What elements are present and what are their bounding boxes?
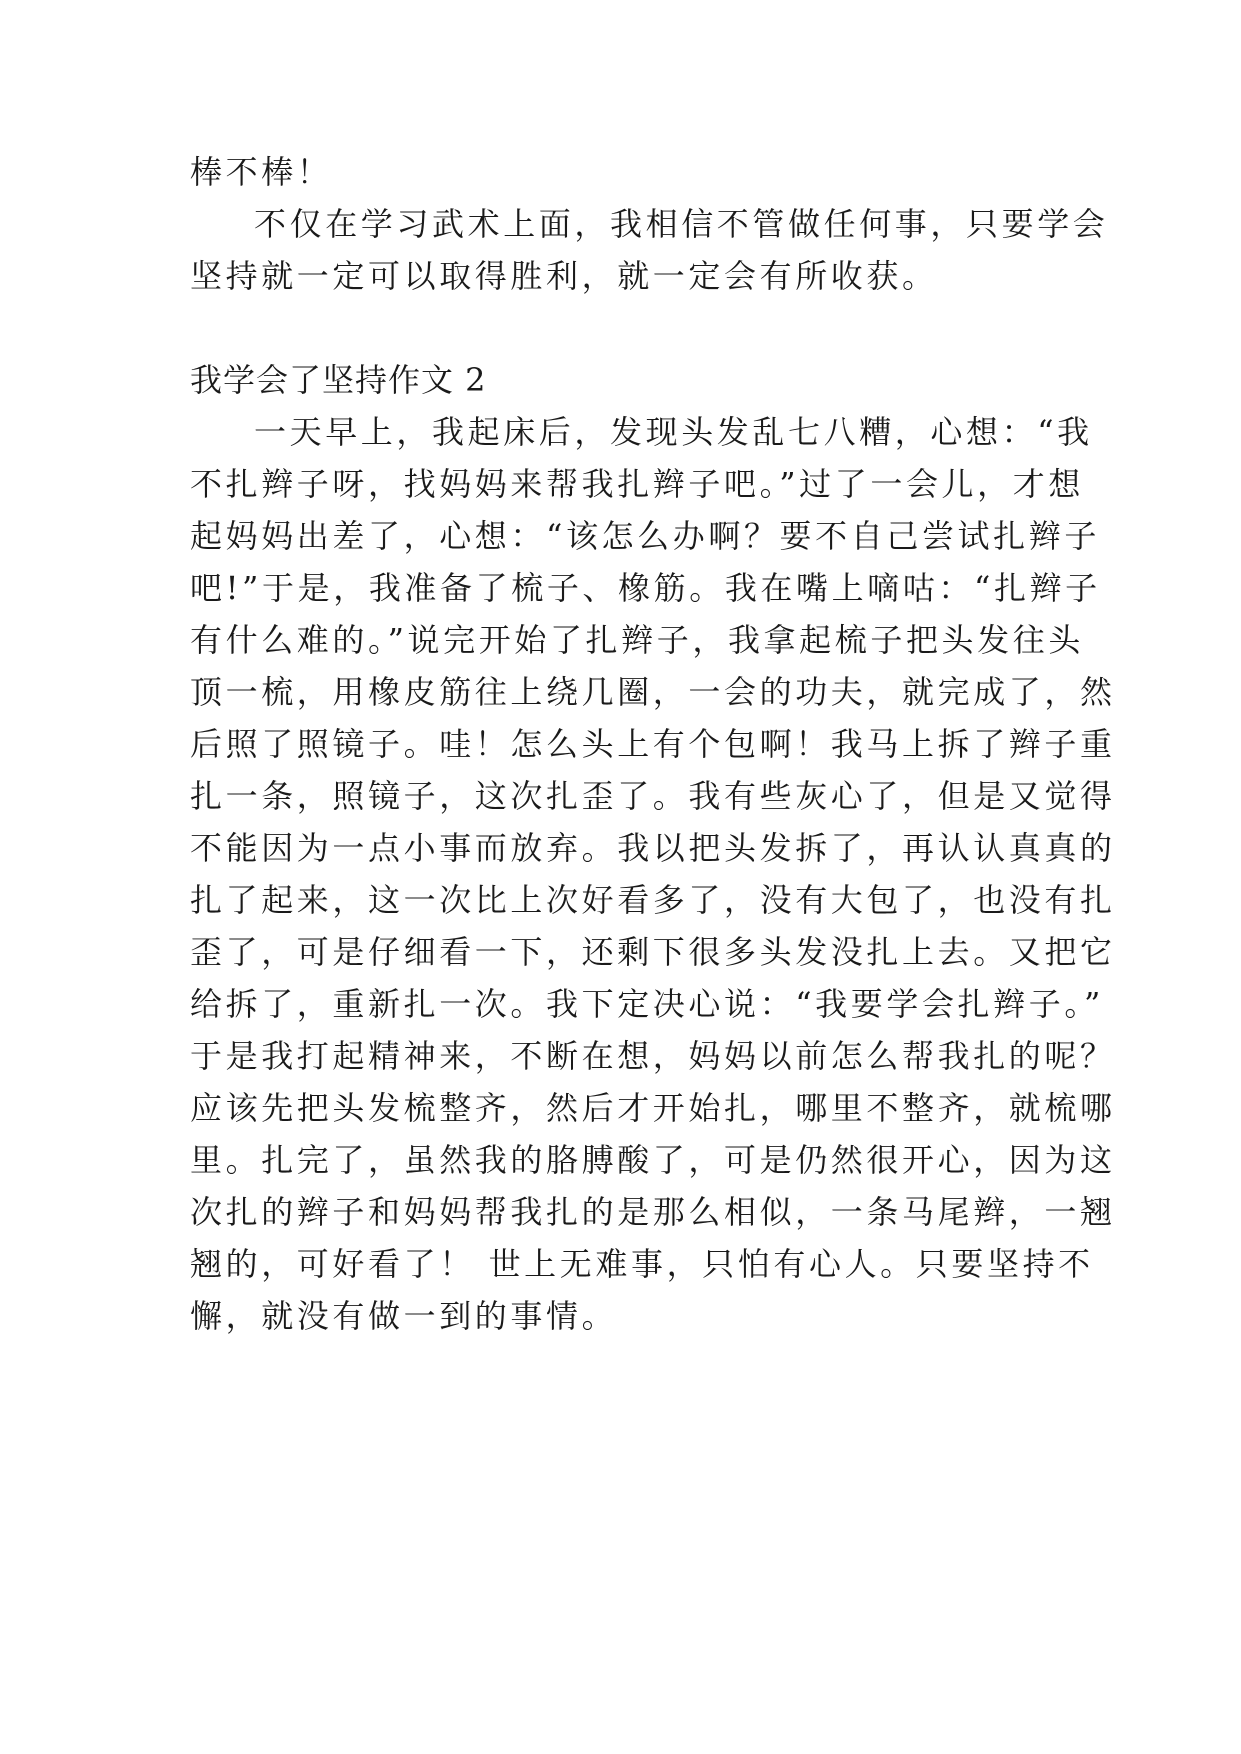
paragraph-line: 棒不棒！: [190, 153, 333, 191]
paragraph-line: 一天早上，我起床后，发现头发乱七八糟，心想：“我: [254, 413, 1093, 451]
paragraph-line: 不能因为一点小事而放弃。我以把头发拆了，再认认真真的: [190, 829, 1116, 867]
paragraph-line: 里。扎完了，虽然我的胳膊酸了，可是仍然很开心，因为这: [190, 1141, 1116, 1179]
paragraph-line: 扎了起来，这一次比上次好看多了，没有大包了，也没有扎: [190, 881, 1116, 919]
paragraph-line: 不扎辫子呀，找妈妈来帮我扎辫子吧。”过了一会儿，才想: [190, 465, 1084, 503]
paragraph-line: 翘的，可好看了！ 世上无难事，只怕有心人。只要坚持不: [190, 1245, 1094, 1283]
paragraph-line: 后照了照镜子。哇！怎么头上有个包啊！我马上拆了辫子重: [190, 725, 1116, 763]
paragraph-line: 有什么难的。”说完开始了扎辫子，我拿起梳子把头发往头: [190, 621, 1084, 659]
paragraph-line: 歪了，可是仔细看一下，还剩下很多头发没扎上去。又把它: [190, 933, 1116, 971]
paragraph-line: 给拆了，重新扎一次。我下定决心说：“我要学会扎辫子。”: [190, 985, 1104, 1023]
paragraph-line: 懈，就没有做一到的事情。: [190, 1297, 618, 1335]
paragraph-line: 次扎的辫子和妈妈帮我扎的是那么相似，一条马尾辫，一翘: [190, 1193, 1116, 1231]
paragraph-line: 于是我打起精神来，不断在想，妈妈以前怎么帮我扎的呢？: [190, 1037, 1116, 1075]
paragraph-line: 吧!”于是，我准备了梳子、橡筋。我在嘴上嘀咕：“扎辫子: [190, 569, 1101, 607]
essay-title: 我学会了坚持作文 2: [190, 361, 487, 399]
paragraph-line: 起妈妈出差了，心想：“该怎么办啊？要不自己尝试扎辫子: [190, 517, 1100, 555]
paragraph-line: 顶一梳，用橡皮筋往上绕几圈，一会的功夫，就完成了，然: [190, 673, 1116, 711]
paragraph-line: 应该先把头发梳整齐，然后才开始扎，哪里不整齐，就梳哪: [190, 1089, 1116, 1127]
paragraph-line: 不仅在学习武术上面，我相信不管做任何事，只要学会: [254, 205, 1109, 243]
paragraph-line: 坚持就一定可以取得胜利，就一定会有所收获。: [190, 257, 938, 295]
paragraph-line: 扎一条，照镜子，这次扎歪了。我有些灰心了，但是又觉得: [190, 777, 1116, 815]
